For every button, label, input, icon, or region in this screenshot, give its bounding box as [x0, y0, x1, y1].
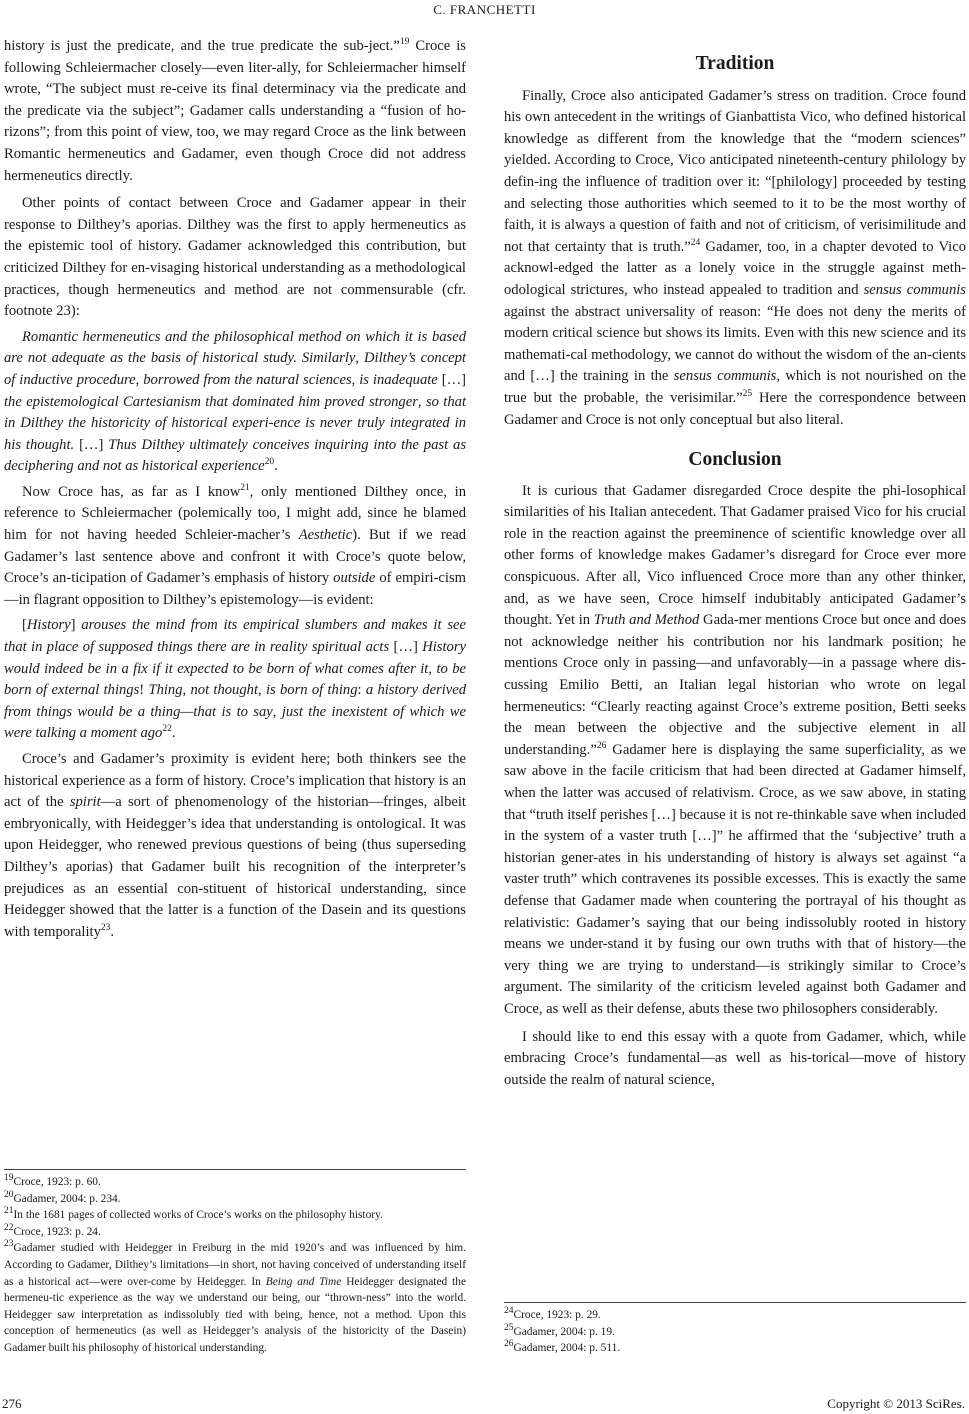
footnote: $^{23}$Gadamer studied with Heidegger in Freiburg in the mid 1920’s and was influenced by him. According to Gadamer, Dilthey’s limitations—in short, not having conceived of understanding itself as a historical act—were over-come by Heidegger. In Being and Time Heidegger designated the hermeneu-tic experience as the way we understand our being, our “thrown-ness” into the world. Heidegger saw interpretation as indissolubly tied with being, hence, not a method. Upon this conception of hermeneutics (as well as Heidegger’s analysis of the historicity of the Dasein) Gadamer built his philosophy of historical understanding.: [4, 1239, 467, 1354]
footnote: $^{21}$In the 1681 pages of collected works of Croce’s works on the philosophy history.: [4, 1206, 383, 1222]
footnote-ref[interactable]: 23: [100, 922, 111, 933]
footnote-ref[interactable]: 22: [162, 724, 172, 735]
footnotes-left: [4, 1169, 466, 1357]
footnote: $^{20}$Gadamer, 2004: p. 234.: [4, 1189, 121, 1205]
block-quote: [History] arouses the mind from its empirical slumbers and makes it see that in place of supposed things there are in reality spiritual acts […] History would indeed be in a fix if it expected to be born of what comes after it, to be born of external things! Thing, not thought, is born of thing: a history derived from things would be a thing—that is to say, just the inexistent of which we were talking a moment ago$^{22}$.: [4, 617, 467, 742]
section-heading-tradition: Tradition: [695, 53, 775, 74]
footnote-ref[interactable]: 21: [240, 483, 250, 494]
running-head: C. FRANCHETTI: [433, 2, 536, 17]
paragraph: Now Croce has, as far as I know$^{21}$, only mentioned Dilthey once, in reference to Schleiermacher (polemically too, I might add, since he blamed him for not having heeded Schleier-macher’s Aesthetic). But if we read Gadamer’s last sentence above and confront it with Croce’s quote below, Croce’s an-ticipation of Gadamer’s emphasis of history outside of empiri-cism—in flagrant opposition to Dilthey’s epistemology—is evident:: [4, 483, 467, 608]
paragraph: I should like to end this essay with a quote from Gadamer, which, while embracing Croce’s fundamental—as well as his-torical—move of history outside the realm of natural science,: [504, 1028, 966, 1088]
footnote-ref[interactable]: 24: [690, 237, 701, 248]
footnote: $^{22}$Croce, 1923: p. 24.: [4, 1222, 101, 1238]
footnote-ref[interactable]: 19: [399, 37, 410, 48]
paragraph: It is curious that Gadamer disregarded Croce despite the phi-losophical similarities of his Italian antecedent. That Gadamer praised Vico for his crucial role in the reaction against the preeminence of scientific knowledge over all other forms of knowledge makes Gadamer’s disregard for Croce ever more conspicuous. After all, Vico influenced Croce more than any other thinker, and, as we have seen, Croce himself indubitably anticipated Gadamer’s thought. Yet in Truth and Method Gada-mer mentions Croce but once and does not acknowledge neither his contribution nor his landmark position; he mentions Croce only in passing—and unfavorably—in a passage where dis-cussing Emilio Betti, an Italian legal historian who wrote on legal hermeneutics: “Clearly reacting against Croce’s extreme position, Betti seeks the mean between the objective and the subjective element in all understanding.”$^{26}$ Gadamer here is displaying the same superficiality, as we saw above in the facile criticism that had been directed at Gadamer himself, when the latter was accused of relativism. Croce, as we saw above, in stating that “truth itself perishes […] because it is not re-thinkable save when included in the system of a vaster truth […]” he affirmed that the ‘subjective’ truth a historian gener-ates in his understanding of history is always set against “a vaster truth” which contravenes its possible excesses. This is exactly the same defense that Gadamer made when countering the portrayal of his thought as relativistic: Gadamer’s saying that our being indissolubly rooted in history means we under-stand it by fusing our own truths with that of history—the very thing we are trying to understand—is strikingly similar to Croce’s argument. The similarity of the criticism leveled against both Gadamer and Croce, as well as their defense, abuts these two philosophers considerably.: [504, 482, 966, 1017]
section-heading-conclusion: Conclusion: [688, 449, 782, 471]
left-column: [4, 36, 466, 943]
footnote: $^{25}$Gadamer, 2004: p. 19.: [504, 1322, 615, 1338]
footnote: $^{19}$Croce, 1923: p. 60.: [4, 1173, 101, 1188]
footnote: $^{24}$Croce, 1923: p. 29.: [504, 1306, 601, 1321]
paragraph: history is just the predicate, and the true predicate the sub-ject.”$^{19}$ Croce is following Schleiermacher closely—even liter-ally, for Schleiermacher himself wrote, “The subject must re-ceive its final determinacy via the predicate and the predicate via the subject”; Gadamer calls understanding a “fusion of ho-rizons”; from this point of view, too, we may regard Croce as the link between Romantic hermeneutics and Gadamer, even though Croce did not address hermeneutics directly.: [4, 37, 466, 184]
footnotes-right: [504, 1302, 966, 1357]
paragraph: Croce’s and Gadamer’s proximity is evident here; both thinkers see the historical experience as a form of history. Croce’s implication that history is an act of the spirit—a sort of phenomenology of the historian—fringes, albeit embryonically, with Heidegger’s idea that understanding is ontological. It was upon Heidegger, who renewed previous questions of being (thus superseding Dilthey’s aporias) that Gadamer built his recognition of the interpreter’s prejudices as an essential con-stituent of historical understanding, since Heidegger showed that the latter is a function of the Dasein and its questions with temporality$^{23}$.: [4, 751, 466, 940]
copyright-notice: Copyright © 2013 SciRes.: [827, 1396, 965, 1411]
paragraph: Finally, Croce also anticipated Gadamer’s stress on tradition. Croce found his own antecedent in the writings of Gianbattista Vico, who defined historical knowledge as different from the knowledge that the “modern sciences” yielded. According to Croce, Vico anticipated nineteenth-century philology by defin-ing the influence of tradition over it: “[philology] proceeded by testing and selecting those authorities which seemed to it to be the most worthy of faith, it is always a question of faith and not of criticism, of verisimilitude and not that certainty that is truth.”$^{24}$ Gadamer, too, in a chapter devoted to Vico acknowl-edged the latter as a lonely voice in the struggle against meth-odological strictures, who instead appealed to tradition and sensus communis against the abstract universality of reason: “He does not deny the merits of modern critical science but shows its limits. Even with this new science and its mathemati-cal methodology, we cannot do without the wisdom of the an-cients and […] the training in the sensus communis, which is not nourished on the true but the probable, the verisimilar.”$^{25}$ Here the correspondence between Gadamer and Croce is not only conceptual but also literal.: [504, 87, 966, 428]
footnote-ref[interactable]: 26: [596, 740, 607, 751]
page-number: 276: [2, 1396, 22, 1411]
footnote-ref[interactable]: 25: [742, 389, 753, 400]
paragraph: Other points of contact between Croce and Gadamer appear in their response to Dilthey’s aporias. Dilthey was the first to apply hermeneutics as the epistemic tool of history. Gadamer acknowledged this contribution, but criticized Dilthey for en-visaging historical understanding as a methodological practices, though hermeneutics and method are not commensurable (cfr. footnote 23):: [4, 195, 466, 320]
right-column: [504, 36, 966, 1091]
block-quote: Romantic hermeneutics and the philosophical method on which it is based are not adequate as the basis of historical study. Similarly, Dilthey’s concept of inductive procedure, borrowed from the natural sciences, is inadequate […] the epistemological Cartesianism that dominated him proved stronger, so that in Dilthey the historicity of historical experi-ence is never truly integrated in his thought. […] Thus Dilthey ultimately conceives inquiring into the past as deciphering and not as historical experience$^{20}$.: [4, 328, 467, 475]
footnote-ref[interactable]: 20: [264, 457, 275, 468]
footnote: $^{26}$Gadamer, 2004: p. 511.: [504, 1339, 621, 1355]
